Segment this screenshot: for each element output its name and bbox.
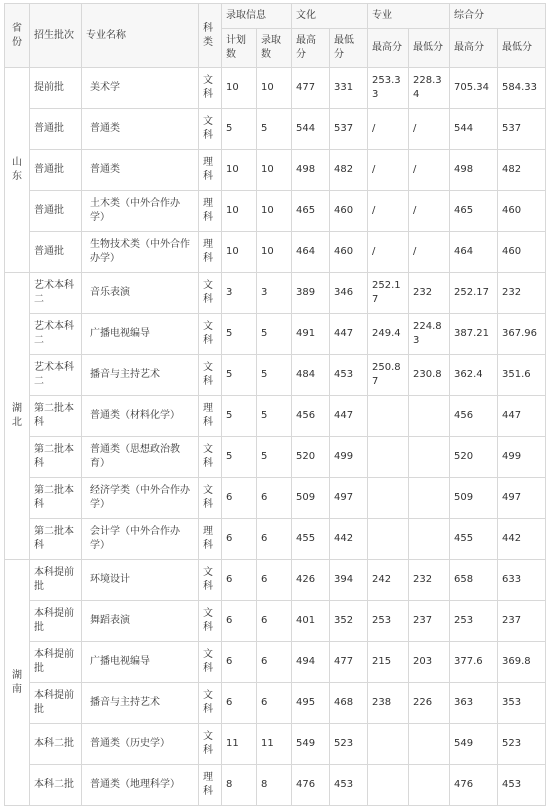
batch-cell: 艺术本科二 <box>30 355 82 396</box>
composite-min-cell: 584.33 <box>498 68 546 109</box>
admission-score-sheet <box>4 3 545 806</box>
table-row <box>5 765 546 806</box>
table-row <box>5 396 546 437</box>
specialty-min-cell: 226 <box>409 683 450 724</box>
major-cell: 普通类（历史学） <box>82 724 199 765</box>
admit-count-cell: 10 <box>257 150 292 191</box>
major-cell: 普通类（思想政治教育） <box>82 437 199 478</box>
culture-min-cell: 447 <box>330 396 368 437</box>
plan-count-cell: 6 <box>222 478 257 519</box>
specialty-max-cell: 215 <box>368 642 409 683</box>
specialty-max-cell: 242 <box>368 560 409 601</box>
composite-max-cell: 705.34 <box>450 68 498 109</box>
subject-cell: 文科 <box>199 724 222 765</box>
culture-max-cell: 494 <box>292 642 330 683</box>
admission-table <box>4 3 546 806</box>
province-cell: 湖北 <box>5 273 30 560</box>
subject-cell: 文科 <box>199 437 222 478</box>
subject-cell: 文科 <box>199 109 222 150</box>
major-cell: 环境设计 <box>82 560 199 601</box>
composite-min-cell: 351.6 <box>498 355 546 396</box>
composite-max-cell: 253 <box>450 601 498 642</box>
composite-max-cell: 549 <box>450 724 498 765</box>
plan-count-cell: 6 <box>222 519 257 560</box>
plan-count-cell: 10 <box>222 150 257 191</box>
culture-min-cell: 453 <box>330 355 368 396</box>
composite-max-cell: 363 <box>450 683 498 724</box>
batch-cell: 本科二批 <box>30 765 82 806</box>
specialty-min-cell: 203 <box>409 642 450 683</box>
major-cell: 生物技术类（中外合作办学） <box>82 232 199 273</box>
subject-cell: 文科 <box>199 355 222 396</box>
culture-min-cell: 394 <box>330 560 368 601</box>
specialty-min-cell: / <box>409 150 450 191</box>
admit-count-cell: 10 <box>257 191 292 232</box>
major-cell: 普通类（材料化学） <box>82 396 199 437</box>
culture-max-cell: 455 <box>292 519 330 560</box>
culture-max-cell: 426 <box>292 560 330 601</box>
subject-cell: 文科 <box>199 683 222 724</box>
header-culture-max: 最高分 <box>292 29 330 68</box>
batch-cell: 提前批 <box>30 68 82 109</box>
major-cell: 播音与主持艺术 <box>82 683 199 724</box>
table-row <box>5 601 546 642</box>
composite-min-cell: 353 <box>498 683 546 724</box>
composite-min-cell: 499 <box>498 437 546 478</box>
batch-cell: 第二批本科 <box>30 519 82 560</box>
composite-max-cell: 456 <box>450 396 498 437</box>
composite-min-cell: 497 <box>498 478 546 519</box>
batch-cell: 普通批 <box>30 232 82 273</box>
subject-cell: 文科 <box>199 68 222 109</box>
composite-max-cell: 658 <box>450 560 498 601</box>
plan-count-cell: 10 <box>222 68 257 109</box>
admit-count-cell: 5 <box>257 437 292 478</box>
header-composite-max: 最高分 <box>450 29 498 68</box>
table-row <box>5 314 546 355</box>
culture-max-cell: 477 <box>292 68 330 109</box>
culture-min-cell: 453 <box>330 765 368 806</box>
specialty-min-cell: / <box>409 232 450 273</box>
specialty-max-cell <box>368 437 409 478</box>
culture-min-cell: 477 <box>330 642 368 683</box>
plan-count-cell: 5 <box>222 314 257 355</box>
table-body <box>5 68 546 806</box>
table-row <box>5 109 546 150</box>
specialty-min-cell: 228.34 <box>409 68 450 109</box>
specialty-min-cell: 232 <box>409 273 450 314</box>
specialty-max-cell: 253 <box>368 601 409 642</box>
admit-count-cell: 3 <box>257 273 292 314</box>
culture-min-cell: 482 <box>330 150 368 191</box>
subject-cell: 文科 <box>199 601 222 642</box>
batch-cell: 艺术本科二 <box>30 314 82 355</box>
header-specialty-min: 最低分 <box>409 29 450 68</box>
plan-count-cell: 6 <box>222 642 257 683</box>
batch-cell: 第二批本科 <box>30 396 82 437</box>
major-cell: 普通类（地理科学） <box>82 765 199 806</box>
plan-count-cell: 6 <box>222 601 257 642</box>
specialty-max-cell <box>368 478 409 519</box>
table-row <box>5 232 546 273</box>
composite-max-cell: 520 <box>450 437 498 478</box>
header-specialty: 专业 <box>368 4 450 29</box>
province-cell: 山东 <box>5 68 30 273</box>
composite-max-cell: 476 <box>450 765 498 806</box>
specialty-max-cell <box>368 519 409 560</box>
composite-max-cell: 498 <box>450 150 498 191</box>
composite-min-cell: 367.96 <box>498 314 546 355</box>
specialty-min-cell <box>409 478 450 519</box>
subject-cell: 文科 <box>199 273 222 314</box>
batch-cell: 本科提前批 <box>30 560 82 601</box>
composite-min-cell: 460 <box>498 191 546 232</box>
admit-count-cell: 5 <box>257 396 292 437</box>
specialty-min-cell <box>409 724 450 765</box>
specialty-min-cell <box>409 765 450 806</box>
batch-cell: 第二批本科 <box>30 478 82 519</box>
culture-max-cell: 456 <box>292 396 330 437</box>
admit-count-cell: 6 <box>257 560 292 601</box>
culture-max-cell: 464 <box>292 232 330 273</box>
composite-min-cell: 447 <box>498 396 546 437</box>
culture-min-cell: 497 <box>330 478 368 519</box>
composite-min-cell: 537 <box>498 109 546 150</box>
table-row <box>5 437 546 478</box>
subject-cell: 理科 <box>199 191 222 232</box>
composite-min-cell: 633 <box>498 560 546 601</box>
culture-max-cell: 509 <box>292 478 330 519</box>
culture-min-cell: 460 <box>330 232 368 273</box>
batch-cell: 本科提前批 <box>30 601 82 642</box>
admit-count-cell: 5 <box>257 314 292 355</box>
culture-max-cell: 549 <box>292 724 330 765</box>
admit-count-cell: 11 <box>257 724 292 765</box>
specialty-max-cell: 238 <box>368 683 409 724</box>
culture-max-cell: 491 <box>292 314 330 355</box>
major-cell: 广播电视编导 <box>82 314 199 355</box>
culture-min-cell: 352 <box>330 601 368 642</box>
table-row <box>5 273 546 314</box>
header-admission-info: 录取信息 <box>222 4 292 29</box>
plan-count-cell: 5 <box>222 109 257 150</box>
specialty-min-cell <box>409 437 450 478</box>
plan-count-cell: 11 <box>222 724 257 765</box>
plan-count-cell: 6 <box>222 560 257 601</box>
header-culture-min: 最低分 <box>330 29 368 68</box>
culture-min-cell: 537 <box>330 109 368 150</box>
header-plan-count: 计划数 <box>222 29 257 68</box>
batch-cell: 本科提前批 <box>30 683 82 724</box>
subject-cell: 理科 <box>199 396 222 437</box>
table-row <box>5 642 546 683</box>
batch-cell: 普通批 <box>30 109 82 150</box>
specialty-max-cell <box>368 724 409 765</box>
major-cell: 美术学 <box>82 68 199 109</box>
composite-max-cell: 252.17 <box>450 273 498 314</box>
major-cell: 广播电视编导 <box>82 642 199 683</box>
culture-max-cell: 495 <box>292 683 330 724</box>
specialty-max-cell <box>368 765 409 806</box>
header-admit-count: 录取数 <box>257 29 292 68</box>
composite-min-cell: 523 <box>498 724 546 765</box>
specialty-min-cell: 232 <box>409 560 450 601</box>
major-cell: 音乐表演 <box>82 273 199 314</box>
composite-min-cell: 232 <box>498 273 546 314</box>
subject-cell: 文科 <box>199 560 222 601</box>
table-row <box>5 724 546 765</box>
table-row <box>5 478 546 519</box>
specialty-min-cell: 224.83 <box>409 314 450 355</box>
specialty-min-cell: / <box>409 191 450 232</box>
major-cell: 普通类 <box>82 109 199 150</box>
plan-count-cell: 10 <box>222 232 257 273</box>
culture-max-cell: 401 <box>292 601 330 642</box>
culture-min-cell: 331 <box>330 68 368 109</box>
admit-count-cell: 5 <box>257 355 292 396</box>
specialty-max-cell: / <box>368 232 409 273</box>
plan-count-cell: 3 <box>222 273 257 314</box>
table-row <box>5 355 546 396</box>
table-row <box>5 68 546 109</box>
province-cell: 湖南 <box>5 560 30 806</box>
culture-min-cell: 523 <box>330 724 368 765</box>
major-cell: 播音与主持艺术 <box>82 355 199 396</box>
composite-min-cell: 460 <box>498 232 546 273</box>
culture-max-cell: 476 <box>292 765 330 806</box>
composite-max-cell: 509 <box>450 478 498 519</box>
header-composite: 综合分 <box>450 4 546 29</box>
specialty-max-cell: 249.4 <box>368 314 409 355</box>
subject-cell: 理科 <box>199 765 222 806</box>
composite-min-cell: 237 <box>498 601 546 642</box>
admit-count-cell: 6 <box>257 642 292 683</box>
culture-max-cell: 544 <box>292 109 330 150</box>
header-composite-min: 最低分 <box>498 29 546 68</box>
table-row <box>5 560 546 601</box>
plan-count-cell: 5 <box>222 437 257 478</box>
composite-min-cell: 369.8 <box>498 642 546 683</box>
batch-cell: 普通批 <box>30 191 82 232</box>
composite-max-cell: 464 <box>450 232 498 273</box>
culture-max-cell: 389 <box>292 273 330 314</box>
batch-cell: 第二批本科 <box>30 437 82 478</box>
admit-count-cell: 10 <box>257 68 292 109</box>
admit-count-cell: 10 <box>257 232 292 273</box>
specialty-max-cell: / <box>368 191 409 232</box>
composite-max-cell: 377.6 <box>450 642 498 683</box>
table-row <box>5 519 546 560</box>
plan-count-cell: 10 <box>222 191 257 232</box>
culture-min-cell: 447 <box>330 314 368 355</box>
admit-count-cell: 6 <box>257 519 292 560</box>
header-specialty-max: 最高分 <box>368 29 409 68</box>
major-cell: 普通类 <box>82 150 199 191</box>
admit-count-cell: 6 <box>257 478 292 519</box>
composite-max-cell: 387.21 <box>450 314 498 355</box>
major-cell: 土木类（中外合作办学） <box>82 191 199 232</box>
composite-max-cell: 465 <box>450 191 498 232</box>
major-cell: 经济学类（中外合作办学） <box>82 478 199 519</box>
culture-min-cell: 346 <box>330 273 368 314</box>
specialty-min-cell: 230.8 <box>409 355 450 396</box>
subject-cell: 文科 <box>199 478 222 519</box>
subject-cell: 文科 <box>199 314 222 355</box>
culture-max-cell: 498 <box>292 150 330 191</box>
batch-cell: 普通批 <box>30 150 82 191</box>
batch-cell: 本科提前批 <box>30 642 82 683</box>
specialty-max-cell <box>368 396 409 437</box>
subject-cell: 理科 <box>199 519 222 560</box>
culture-min-cell: 442 <box>330 519 368 560</box>
composite-max-cell: 362.4 <box>450 355 498 396</box>
admit-count-cell: 5 <box>257 109 292 150</box>
specialty-max-cell: 252.17 <box>368 273 409 314</box>
composite-min-cell: 442 <box>498 519 546 560</box>
admit-count-cell: 8 <box>257 765 292 806</box>
specialty-max-cell: 253.33 <box>368 68 409 109</box>
table-row <box>5 683 546 724</box>
specialty-max-cell: / <box>368 109 409 150</box>
batch-cell: 艺术本科二 <box>30 273 82 314</box>
specialty-min-cell: / <box>409 109 450 150</box>
culture-max-cell: 465 <box>292 191 330 232</box>
header-subject: 科类 <box>199 4 222 68</box>
batch-cell: 本科二批 <box>30 724 82 765</box>
culture-max-cell: 484 <box>292 355 330 396</box>
specialty-min-cell: 237 <box>409 601 450 642</box>
specialty-min-cell <box>409 396 450 437</box>
subject-cell: 理科 <box>199 232 222 273</box>
specialty-max-cell: / <box>368 150 409 191</box>
major-cell: 会计学（中外合作办学） <box>82 519 199 560</box>
table-row <box>5 191 546 232</box>
table-row <box>5 150 546 191</box>
header-batch: 招生批次 <box>30 4 82 68</box>
specialty-max-cell: 250.87 <box>368 355 409 396</box>
composite-min-cell: 482 <box>498 150 546 191</box>
composite-max-cell: 455 <box>450 519 498 560</box>
composite-min-cell: 453 <box>498 765 546 806</box>
culture-min-cell: 499 <box>330 437 368 478</box>
subject-cell: 理科 <box>199 150 222 191</box>
specialty-min-cell <box>409 519 450 560</box>
header-province: 省份 <box>5 4 30 68</box>
admit-count-cell: 6 <box>257 683 292 724</box>
culture-min-cell: 468 <box>330 683 368 724</box>
header-culture: 文化 <box>292 4 368 29</box>
culture-max-cell: 520 <box>292 437 330 478</box>
composite-max-cell: 544 <box>450 109 498 150</box>
header-row-top <box>5 4 546 29</box>
subject-cell: 文科 <box>199 642 222 683</box>
culture-min-cell: 460 <box>330 191 368 232</box>
plan-count-cell: 6 <box>222 683 257 724</box>
header-major: 专业名称 <box>82 4 199 68</box>
plan-count-cell: 5 <box>222 396 257 437</box>
admit-count-cell: 6 <box>257 601 292 642</box>
major-cell: 舞蹈表演 <box>82 601 199 642</box>
plan-count-cell: 5 <box>222 355 257 396</box>
plan-count-cell: 8 <box>222 765 257 806</box>
